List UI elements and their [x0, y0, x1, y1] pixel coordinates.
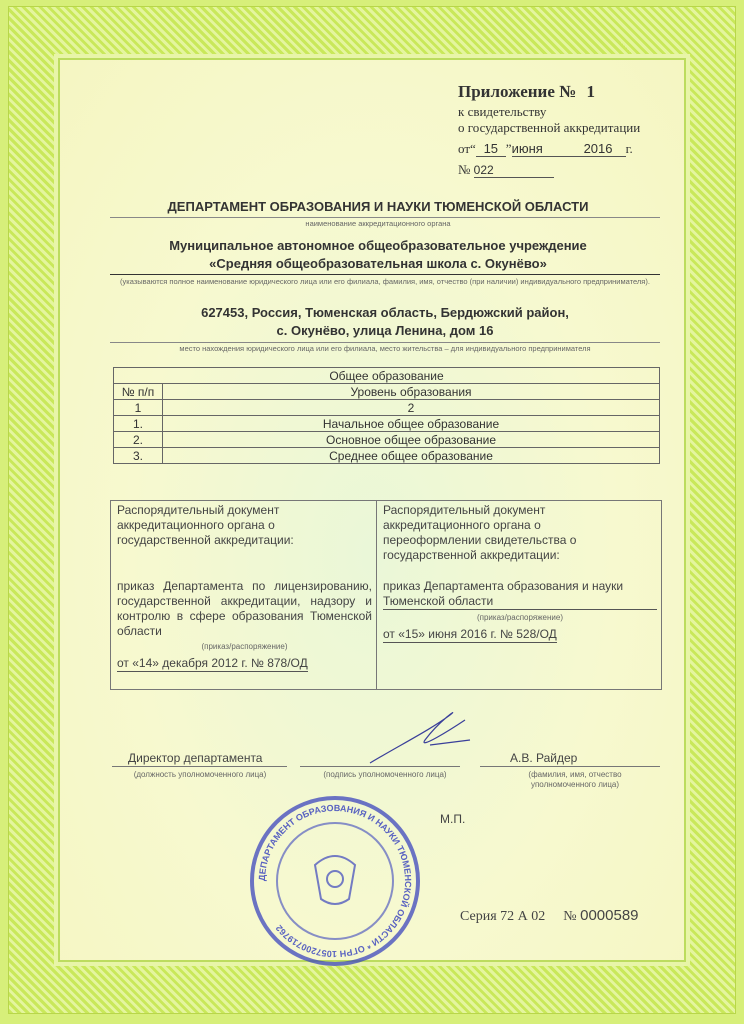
row-level: Среднее общее образование [163, 448, 660, 464]
date-day: 15 [476, 141, 506, 157]
appendix-line1: к свидетельству [458, 104, 547, 119]
table-row [114, 448, 660, 464]
address-caption: место нахождения юридического лица или его филиала, место жительства – для индивидуального предпринимателя [179, 344, 591, 353]
row-number: 3. [114, 448, 163, 464]
address-line2: с. Окунёво, улица Ленина, дом 16 [276, 323, 494, 338]
authority-caption: наименование аккредитационного органа [305, 219, 451, 228]
seal-emblem-icon [254, 800, 416, 962]
appendix-reg-number: 022 [474, 163, 554, 178]
series [460, 907, 639, 925]
appendix-title-text: Приложение № [458, 82, 577, 101]
signatory-position: Директор департамента [128, 751, 263, 765]
row-number: 1. [114, 416, 163, 432]
decree-left-heading: Распорядительный документ аккредитационного органа о государственной аккредитации: [117, 503, 294, 547]
address [110, 304, 660, 340]
organization-line1: Муниципальное автономное общеобразовательное учреждение [169, 238, 587, 253]
decree-right-date: от «15» июня 2016 г. № 528/ОД [383, 627, 557, 641]
num-label: № [458, 162, 471, 177]
date-year: 2016 [584, 141, 626, 157]
decree-right-heading: Распорядительный документ аккредитационного органа о переоформлении свидетельства о государственной аккредитации: [383, 503, 577, 562]
row-number: 2. [114, 432, 163, 448]
date-prefix: от [458, 141, 471, 156]
decrees-box [110, 500, 662, 690]
decree-left-body: приказ Департамента по лицензированию, государственной аккредитации, надзору и контролю в сфере образования Тюменской области [117, 579, 372, 638]
signatory-name: А.В. Райдер [510, 751, 578, 765]
header-number: № п/п [114, 384, 163, 400]
decree-left-date: от «14» декабря 2012 г. № 878/ОД [117, 656, 308, 670]
education-levels-table [113, 367, 660, 464]
decree-left-caption: (приказ/распоряжение) [201, 642, 288, 651]
organization-name [110, 237, 646, 273]
decree-reissue [377, 501, 661, 689]
table-title: Общее образование [114, 368, 660, 384]
appendix-line2: о государственной аккредитации [458, 120, 641, 135]
signature-icon [330, 705, 480, 765]
header-level: Уровень образования [163, 384, 660, 400]
appendix-number: 1 [586, 82, 595, 101]
signature-caption: (подпись уполномоченного лица) [323, 770, 447, 779]
organization-caption: (указываются полное наименование юридического лица или его филиала, фамилия, имя, отчество (при наличии) индивидуального предпринимателя). [120, 277, 650, 286]
series-number: 0000589 [580, 907, 639, 924]
table-row [114, 416, 660, 432]
authority-name: ДЕПАРТАМЕНТ ОБРАЗОВАНИЯ И НАУКИ ТЮМЕНСКОЙ ОБЛАСТИ [167, 199, 589, 214]
appendix-title [458, 82, 595, 102]
address-line1: 627453, Россия, Тюменская область, Бердюжский район, [201, 305, 569, 320]
table-row [114, 432, 660, 448]
decree-right-body: приказ Департамента образования и науки Тюменской области [383, 579, 657, 610]
name-caption: (фамилия, имя, отчество уполномоченного лица) [528, 770, 622, 789]
date-month: июня [512, 141, 584, 157]
decree-accreditation [111, 501, 377, 689]
svg-text:ДЕПАРТАМЕНТ ОБРАЗОВАНИЯ И НАУК [257, 803, 413, 959]
decree-right-caption: (приказ/распоряжение) [476, 613, 563, 622]
index-cell: 1 [114, 400, 163, 416]
series-label: Серия 72 А 02 [460, 909, 546, 924]
official-seal [250, 796, 420, 966]
organization-line2: «Средняя общеобразовательная школа с. Окунёво» [209, 256, 547, 271]
index-cell: 2 [163, 400, 660, 416]
appendix-number-line [458, 162, 554, 178]
seal-label: М.П. [440, 812, 466, 826]
date-year-suffix: г. [625, 141, 633, 156]
row-level: Основное общее образование [163, 432, 660, 448]
seal-text: ДЕПАРТАМЕНТ ОБРАЗОВАНИЯ И НАУКИ ТЮМЕНСКОЙ ОБЛАСТИ * ОГРН 1057200719762 [256, 802, 414, 960]
position-caption: (должность уполномоченного лица) [133, 770, 267, 779]
row-level: Начальное общее образование [163, 416, 660, 432]
series-num-label: № [563, 909, 577, 924]
appendix-date: от“ 15 ”июня 2016 г. [458, 141, 633, 156]
